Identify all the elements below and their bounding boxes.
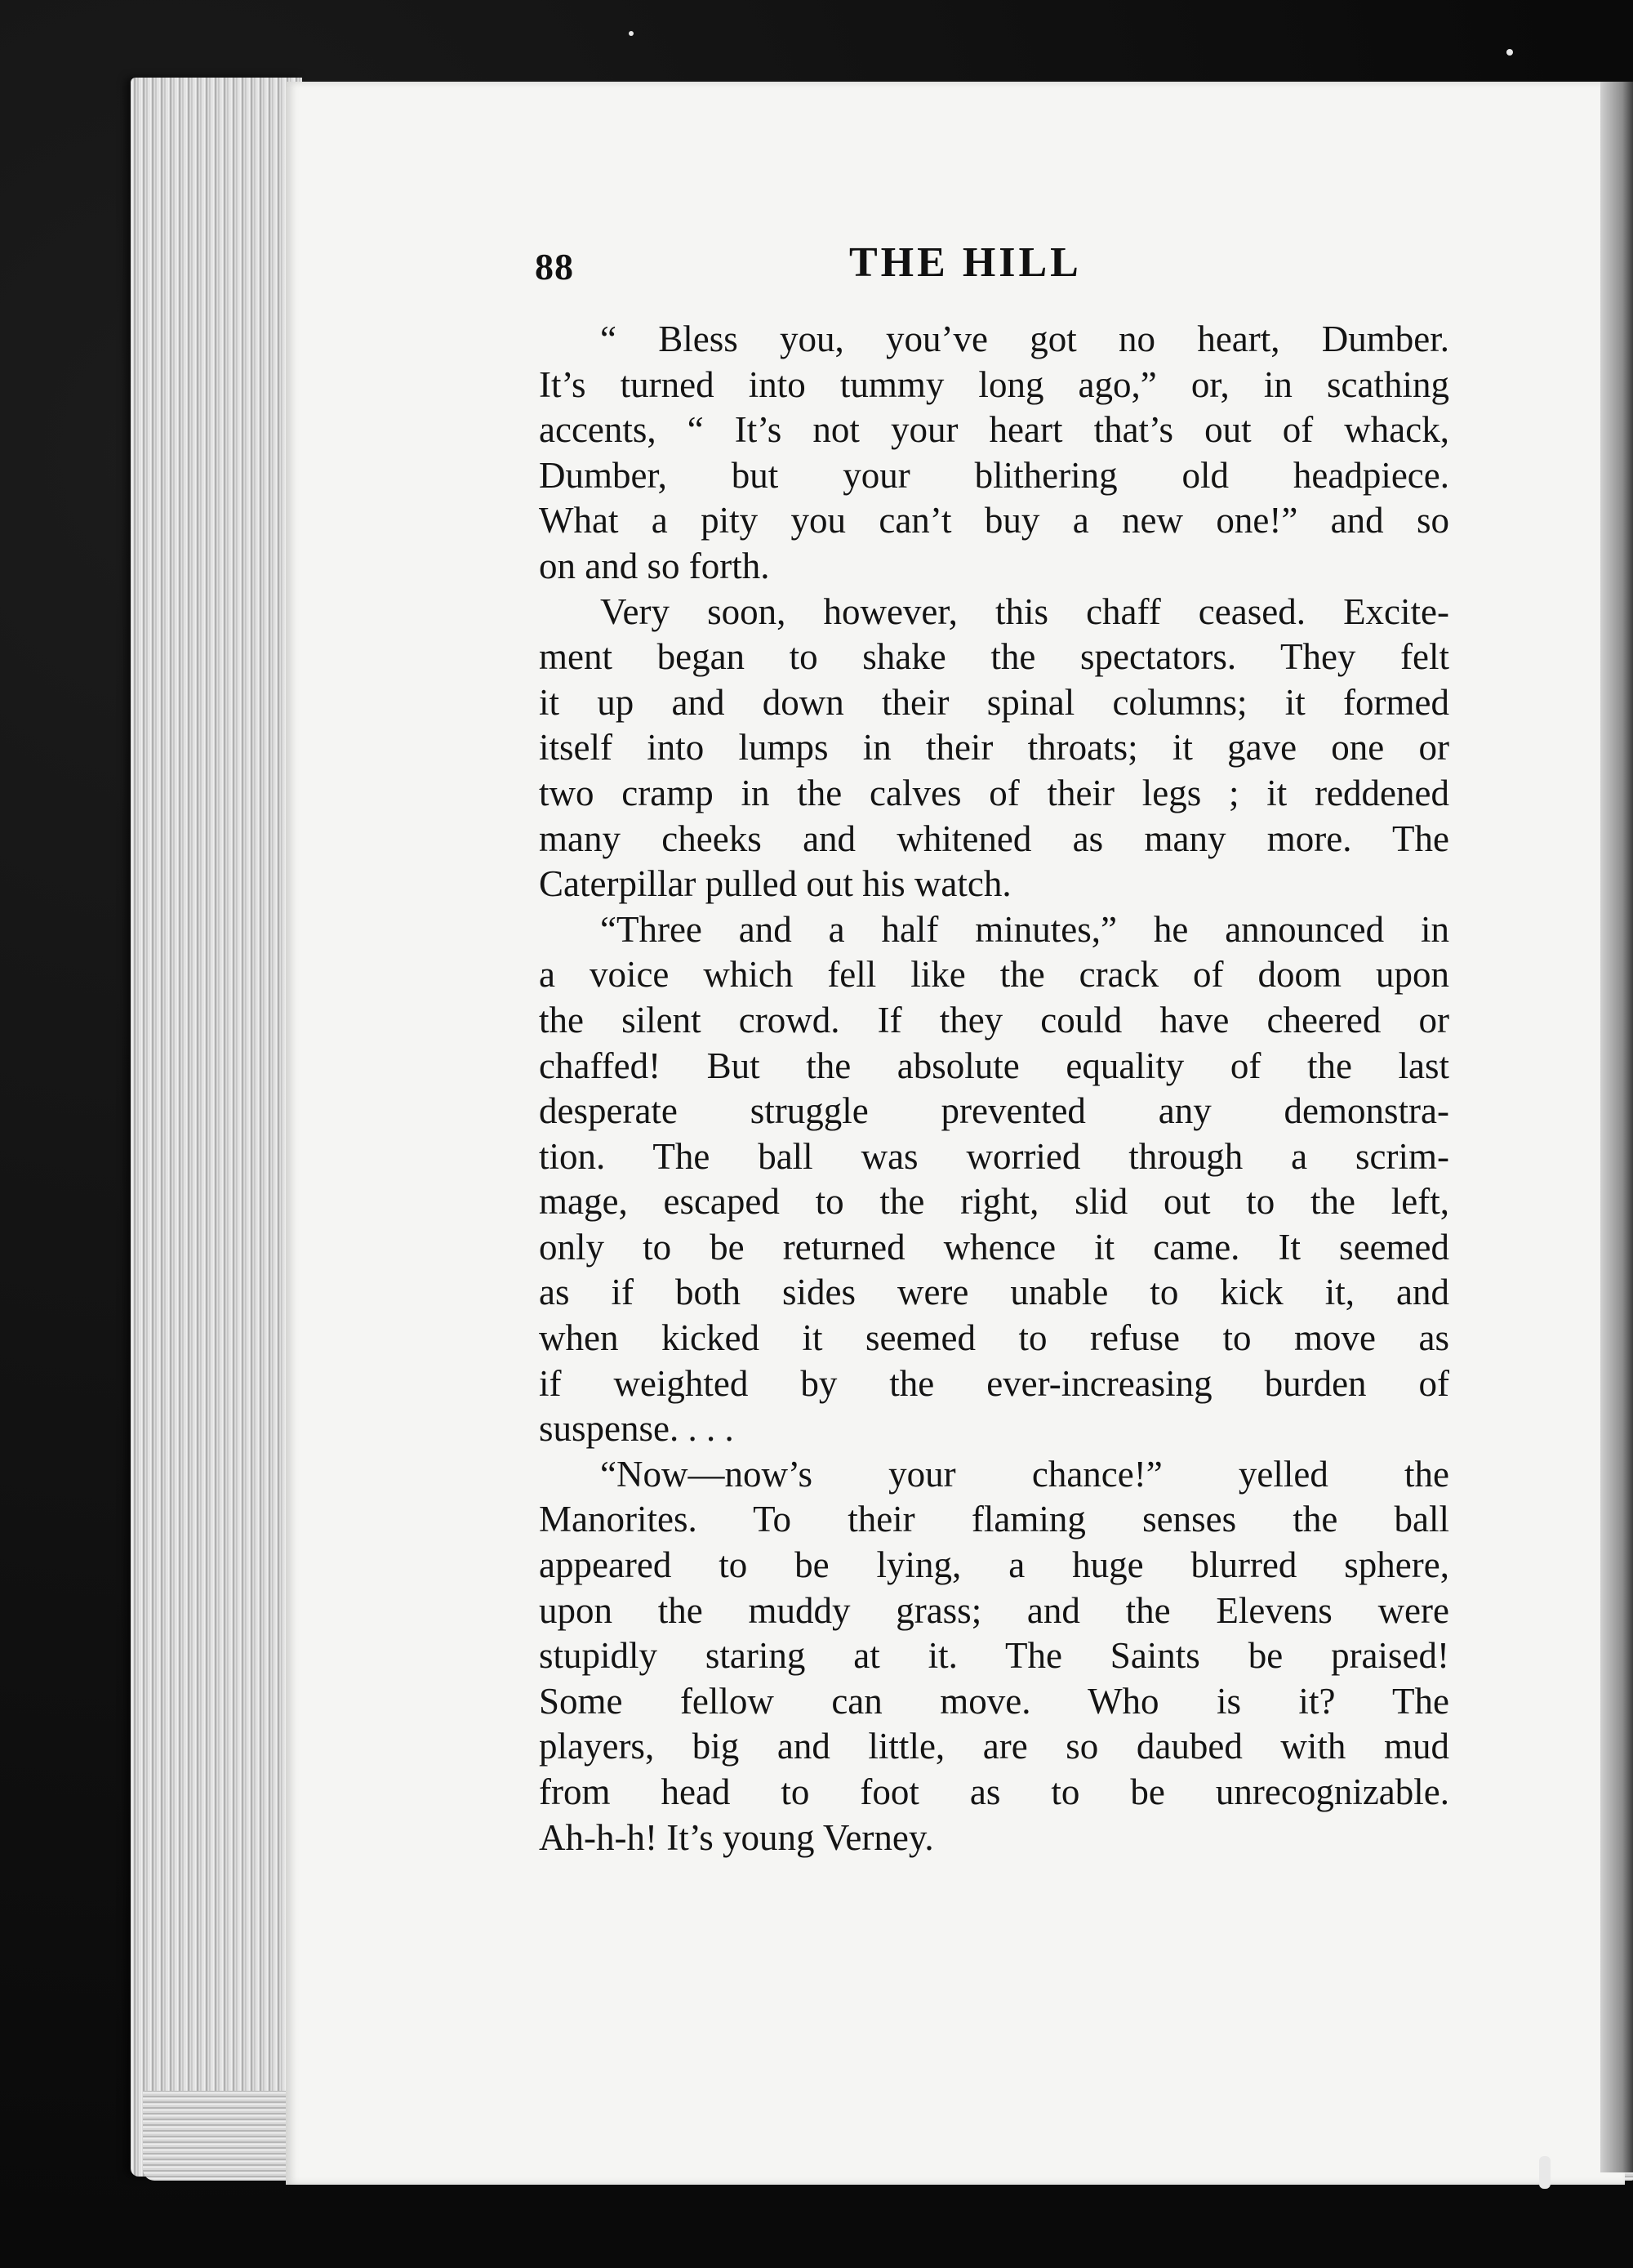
text-line: Ah-h-h! It’s young Verney. [539,1816,934,1858]
body-text [539,317,1449,1860]
text-line: “ Bless you, you’ve got no heart, Dumber. [600,319,1449,359]
text-line: Caterpillar pulled out his watch. [539,863,1012,905]
text-line: accents, “ It’s not your heart that’s out of whack, [539,409,1449,451]
running-head: THE HILL [849,239,1082,286]
text-line: only to be returned whence it came. It seemed [539,1226,1449,1268]
text-line: a voice which fell like the crack of doom upon [539,954,1449,996]
page-number: 88 [535,246,574,287]
text-line: if weighted by the ever-increasing burden of [539,1362,1449,1404]
text-line: Some fellow can move. Who is it? The [539,1680,1449,1722]
text-line: suspense. . . . [539,1408,734,1450]
text-line: many cheeks and whitened as many more. The [539,818,1449,859]
scan-speck [1539,2156,1551,2189]
scan-speck [1506,49,1513,56]
text-line: Very soon, however, this chaff ceased. Excite- [600,590,1449,632]
text-line: itself into lumps in their throats; it gave one or [539,727,1449,769]
text-line: on and so forth. [539,545,770,586]
page-edges-left [131,78,302,2177]
text-line: It’s turned into tummy long ago,” or, in scathing [539,363,1449,405]
text-line: What a pity you can’t buy a new one!” and so [539,500,1449,541]
text-line: as if both sides were unable to kick it, and [539,1272,1449,1313]
text-line: Dumber, but your blithering old headpiece. [539,454,1449,496]
text-line: when kicked it seemed to refuse to move as [539,1317,1449,1359]
text-line: the silent crowd. If they could have cheered or [539,999,1449,1040]
text-line: mage, escaped to the right, slid out to the left, [539,1181,1449,1223]
text-line: “Now—now’s your chance!” yelled the [600,1453,1449,1495]
text-line: it up and down their spinal columns; it formed [539,681,1449,723]
text-line: from head to foot as to be unrecognizable. [539,1771,1449,1812]
text-line: two cramp in the calves of their legs ; it reddened [539,772,1449,813]
text-line: appeared to be lying, a huge blurred sphere, [539,1544,1449,1586]
text-line: upon the muddy grass; and the Elevens were [539,1589,1449,1631]
text-line: Manorites. To their flaming senses the ball [539,1499,1449,1540]
text-line: “Three and a half minutes,” he announced in [600,908,1449,950]
text-line: tion. The ball was worried through a scrim- [539,1135,1449,1177]
text-line: chaffed! But the absolute equality of the last [539,1045,1449,1086]
scan-speck [629,31,634,36]
page-edge-right [1600,82,1633,2172]
text-line: players, big and little, are so daubed with mud [539,1726,1449,1767]
text-line: stupidly staring at it. The Saints be praised! [539,1635,1449,1677]
text-line: ment began to shake the spectators. They felt [539,636,1449,678]
text-line: desperate struggle prevented any demonstra- [539,1090,1449,1132]
